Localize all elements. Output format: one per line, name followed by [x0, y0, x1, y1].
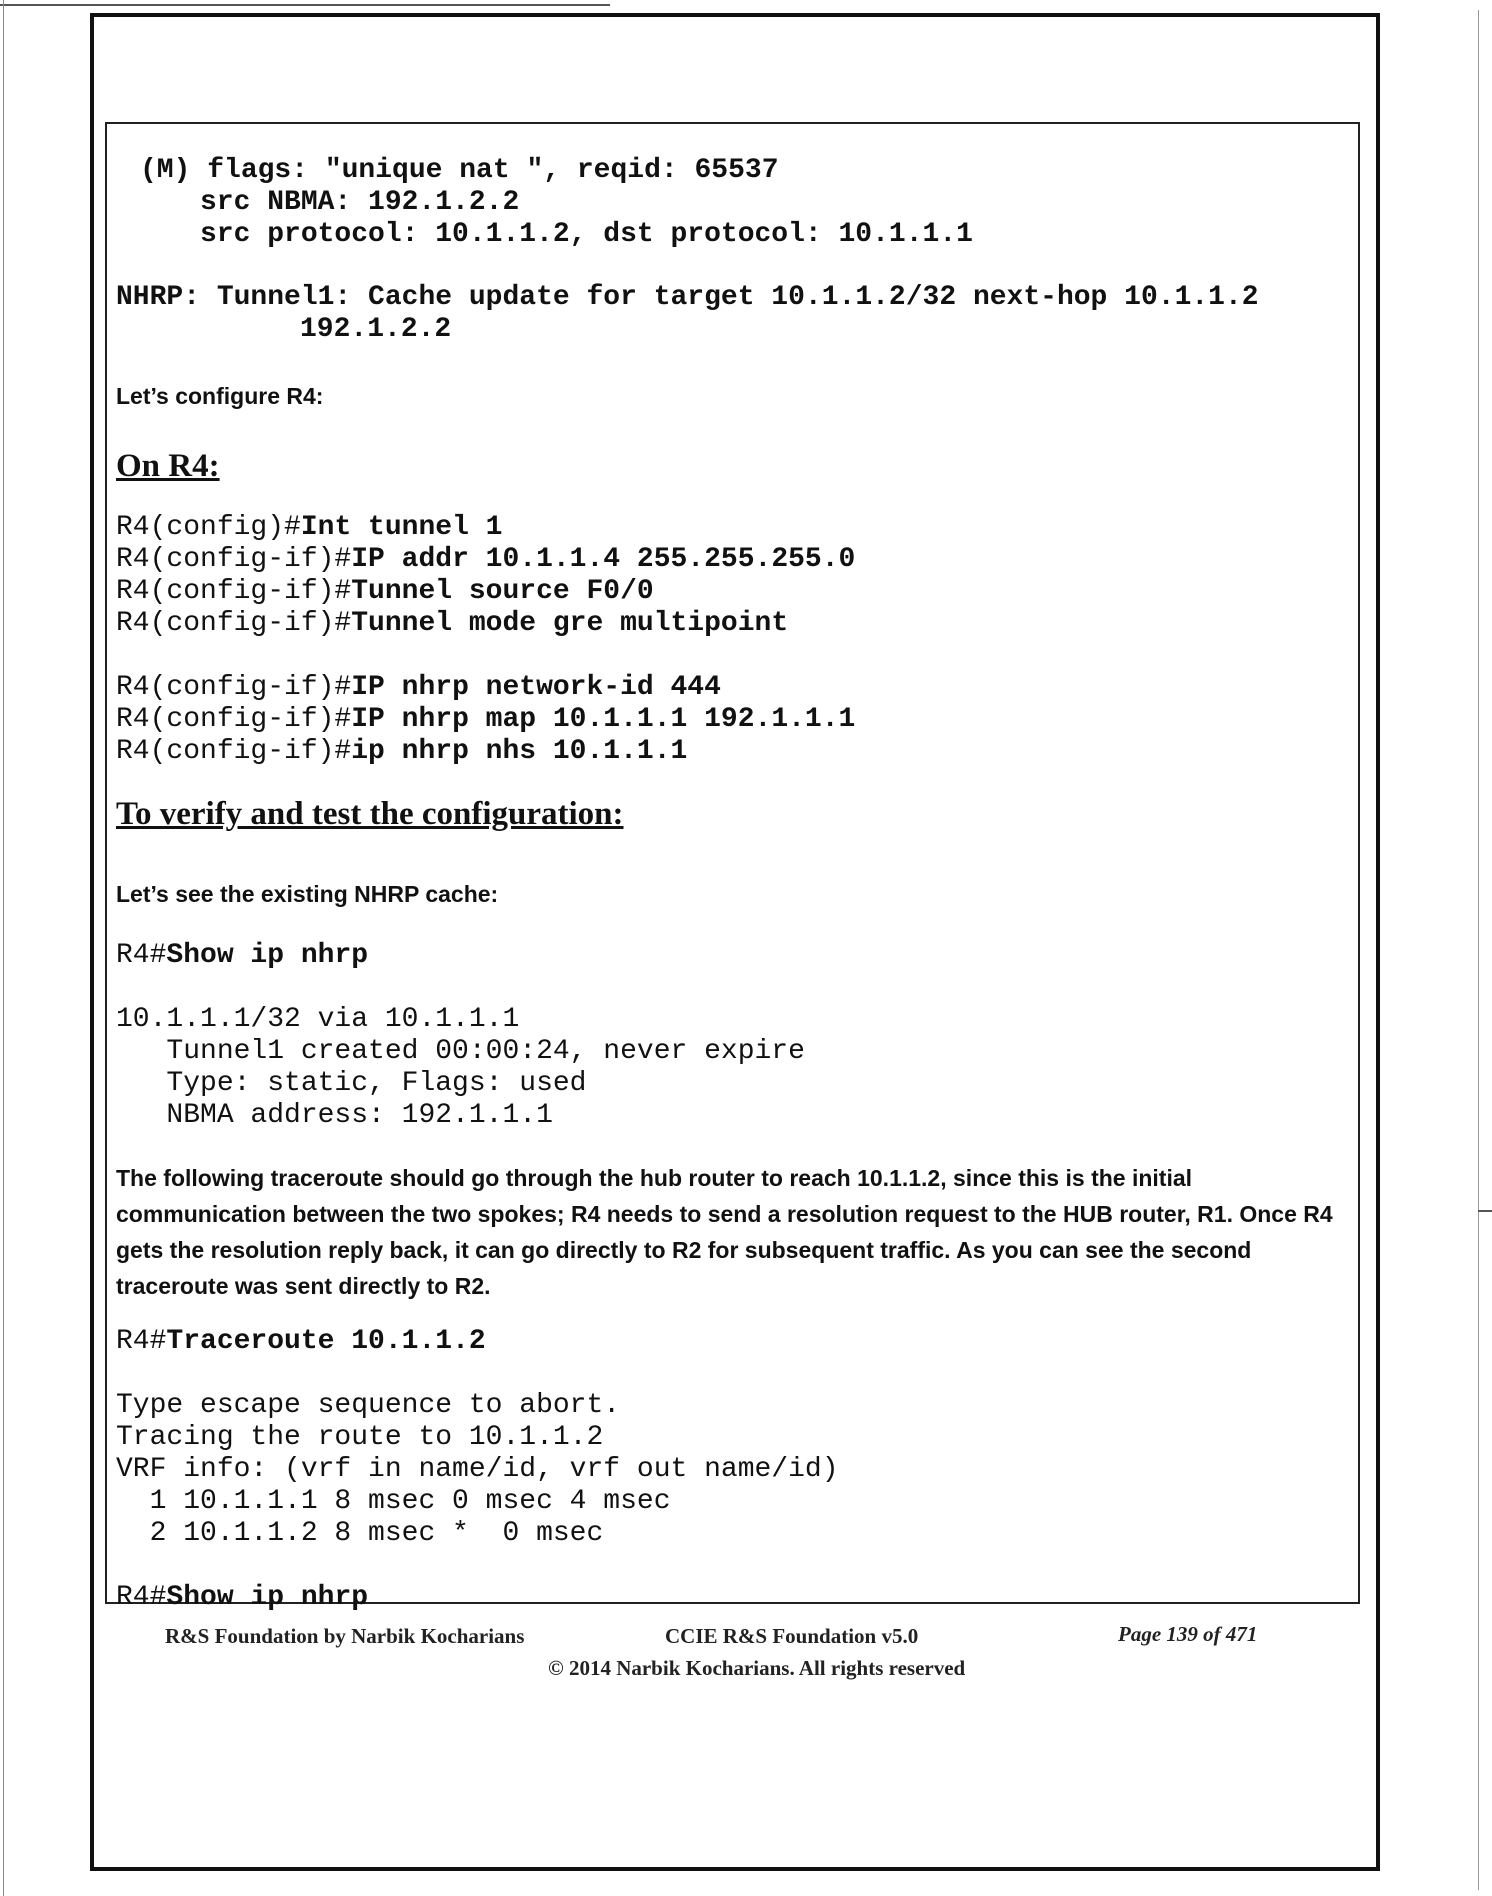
footer-center: CCIE R&S Foundation v5.0	[665, 1624, 919, 1648]
config-line: R4(config-if)#IP nhrp map 10.1.1.1 192.1.1.1	[116, 704, 856, 735]
cache-intro-text: Let’s see the existing NHRP cache:	[116, 881, 499, 907]
config-line: R4(config-if)#IP nhrp network-id 444	[116, 672, 721, 703]
debug-line-5: 192.1.2.2	[300, 314, 452, 345]
traceroute-explanation: The following traceroute should go through the hub router to reach 10.1.1.2, since this is the initial communication between the two spokes; R4 needs to send a resolution request to the HUB router, R1. Once R4 gets the resolution reply back, it can go directly to R2 for subsequent traffic. As you can see the second traceroute was sent directly to R2.	[116, 1165, 1333, 1299]
output-line: Tunnel1 created 00:00:24, never expire	[116, 1036, 805, 1067]
scan-line-right	[1478, 10, 1479, 1890]
section-heading-verify: To verify and test the configuration:	[116, 796, 624, 832]
config-line: R4(config)#Int tunnel 1	[116, 512, 503, 543]
config-line: R4(config-if)#ip nhrp nhs 10.1.1.1	[116, 736, 688, 767]
show-nhrp-command-2: R4#Show ip nhrp	[116, 1582, 369, 1613]
scan-line-left	[3, 0, 4, 1896]
config-line: R4(config-if)#Tunnel source F0/0	[116, 576, 654, 607]
output-line: Tracing the route to 10.1.1.2	[116, 1422, 604, 1453]
content-box	[105, 122, 1360, 1604]
footer-left: R&S Foundation by Narbik Kocharians	[165, 1624, 525, 1648]
footer-page-number: Page 139 of 471	[1118, 1622, 1258, 1646]
output-line: Type escape sequence to abort.	[116, 1390, 621, 1421]
scan-line-right-tick	[1478, 1210, 1492, 1212]
output-line: 10.1.1.1/32 via 10.1.1.1	[116, 1004, 520, 1035]
debug-line-2: src NBMA: 192.1.2.2	[200, 187, 520, 218]
debug-line-4: NHRP: Tunnel1: Cache update for target 10.1.1.2/32 next-hop 10.1.1.2	[116, 282, 1259, 313]
output-line: NBMA address: 192.1.1.1	[116, 1100, 553, 1131]
scan-line-top	[0, 4, 610, 6]
output-line: VRF info: (vrf in name/id, vrf out name/id)	[116, 1454, 839, 1485]
traceroute-command: R4#Traceroute 10.1.1.2	[116, 1326, 486, 1357]
footer-copyright: © 2014 Narbik Kocharians. All rights reserved	[548, 1656, 966, 1680]
debug-line-1: (M) flags: "unique nat ", reqid: 65537	[140, 155, 779, 186]
output-line: 2 10.1.1.2 8 msec * 0 msec	[116, 1518, 604, 1549]
show-nhrp-command: R4#Show ip nhrp	[116, 940, 369, 971]
config-line: R4(config-if)#Tunnel mode gre multipoint	[116, 608, 789, 639]
output-line: 1 10.1.1.1 8 msec 0 msec 4 msec	[116, 1486, 671, 1517]
intro-text: Let’s configure R4:	[116, 383, 324, 409]
config-line: R4(config-if)#IP addr 10.1.1.4 255.255.255.0	[116, 544, 856, 575]
output-line: Type: static, Flags: used	[116, 1068, 587, 1099]
section-heading-r4: On R4:	[116, 448, 220, 484]
debug-line-3: src protocol: 10.1.1.2, dst protocol: 10.1.1.1	[200, 219, 973, 250]
